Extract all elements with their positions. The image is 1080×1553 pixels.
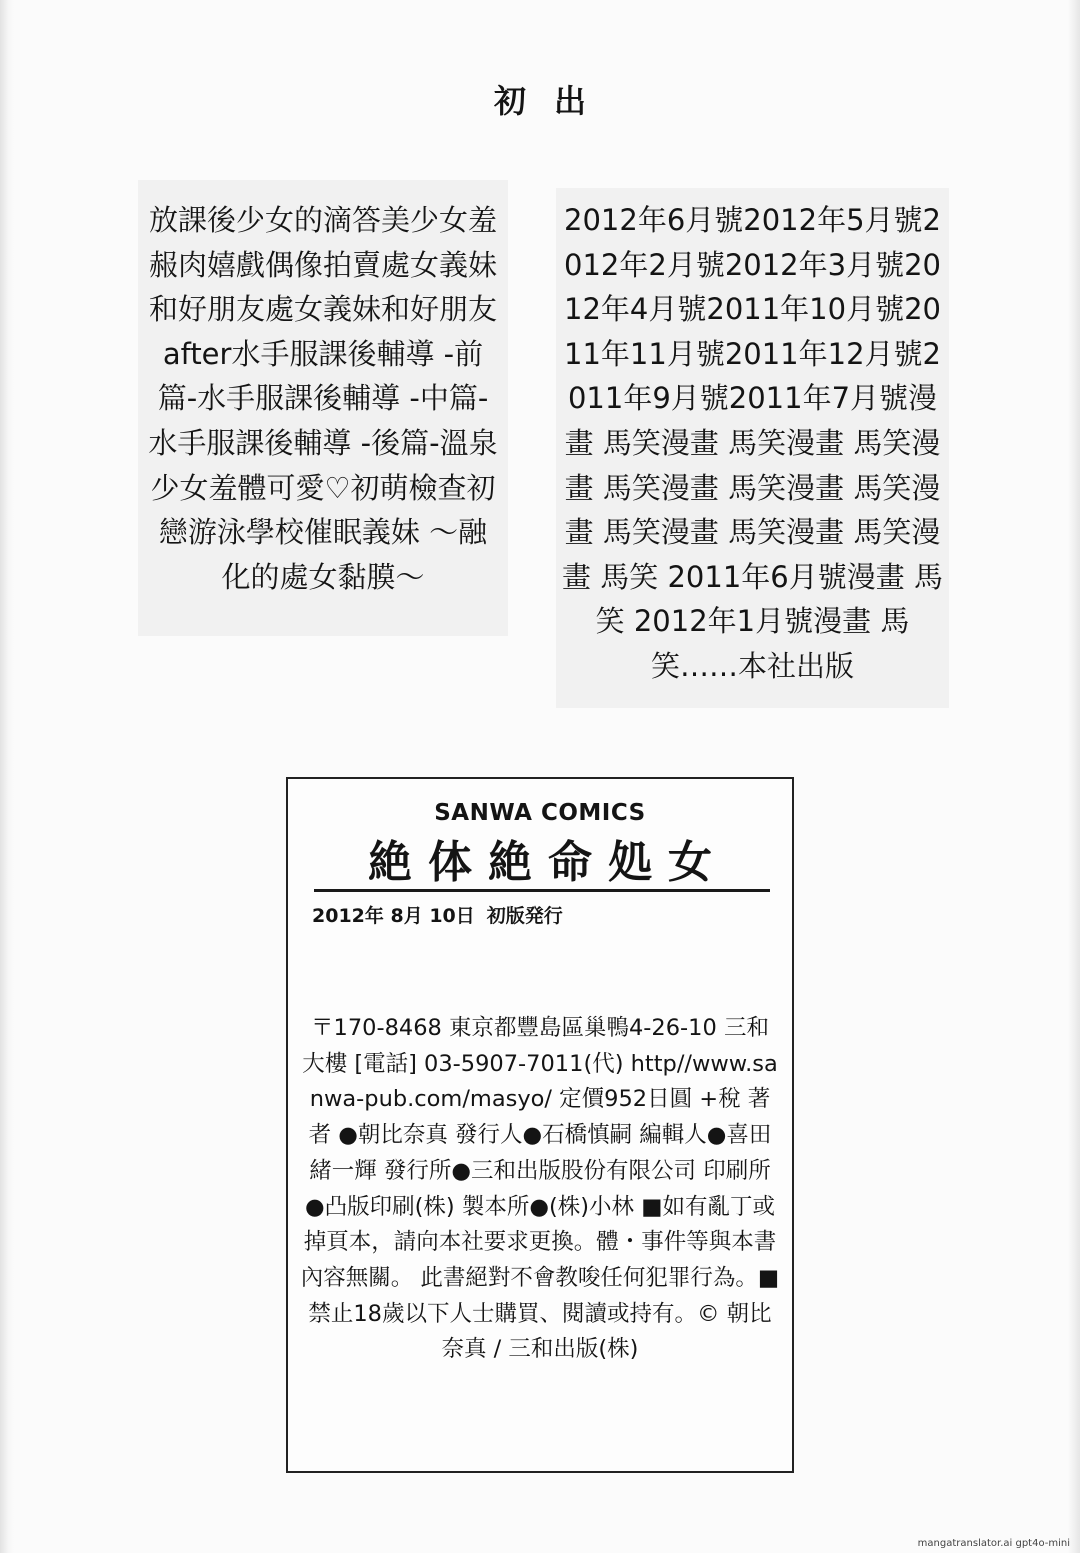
colophon-box bbox=[286, 777, 794, 1473]
edition-date: 2012年 8月 10日 bbox=[312, 905, 475, 927]
issue-dates-panel bbox=[556, 188, 949, 708]
issue-dates-text: 2012年6月號2012年5月號2012年2月號2012年3月號2012年4月號2011年10月號2011年11月號2011年12月號2011年9月號2011年7月號漫畫 馬笑漫畫 馬笑漫畫 馬笑漫畫 馬笑漫畫 馬笑漫畫 馬笑漫畫 馬笑漫畫 馬笑漫畫 馬笑漫畫 馬笑 2011年6月號漫畫 馬笑 2012年1月號漫畫 馬笑……本社出版 bbox=[562, 203, 943, 683]
title-underline bbox=[314, 889, 770, 892]
edition-line bbox=[312, 901, 563, 931]
book-title: 絶体絶命処女 bbox=[368, 837, 728, 888]
page-edge-shadow-right bbox=[1068, 0, 1080, 1553]
page-edge-shadow-left bbox=[0, 0, 14, 1553]
story-titles-text: 放課後少女的滴答美少女羞赧肉嬉戲偶像拍賣處女義妹和好朋友處女義妹和好朋友 after水手服課後輔導 -前篇-水手服課後輔導 -中篇-水手服課後輔導 -後篇-溫泉少女羞體可愛♡初萌檢查初戀游泳學校催眠義妹 ～融化的處女黏膜～ bbox=[148, 203, 498, 594]
colophon-body: 〒170-8468 東京都豐島區巢鴨4-26-10 三和大樓 [電話] 03-5907-7011(代) http//www.sanwa-pub.com/masyo/ 定價952日圓 +稅 著者 ●朝比奈真 發行人●石橋慎嗣 編輯人●喜田緒一輝 發行所●三和出版股份有限公司 印刷所●凸版印刷(株) 製本所●(株)小林 ■如有亂丁或掉頁本，請向本社要求更換。體・事件等與本書內容無關。 此書絕對不會教唆任何犯罪行為。■禁止18歲以下人士購買、閱讀或持有。© 朝比奈真 / 三和出版(株) bbox=[300, 1015, 780, 1363]
section-title: 初出 bbox=[493, 82, 614, 120]
edition-label: 初版発行 bbox=[486, 905, 563, 927]
watermark: mangatranslator.ai gpt4o-mini bbox=[917, 1538, 1070, 1549]
story-titles-panel bbox=[138, 180, 508, 636]
publisher-label: SANWA COMICS bbox=[434, 800, 646, 826]
